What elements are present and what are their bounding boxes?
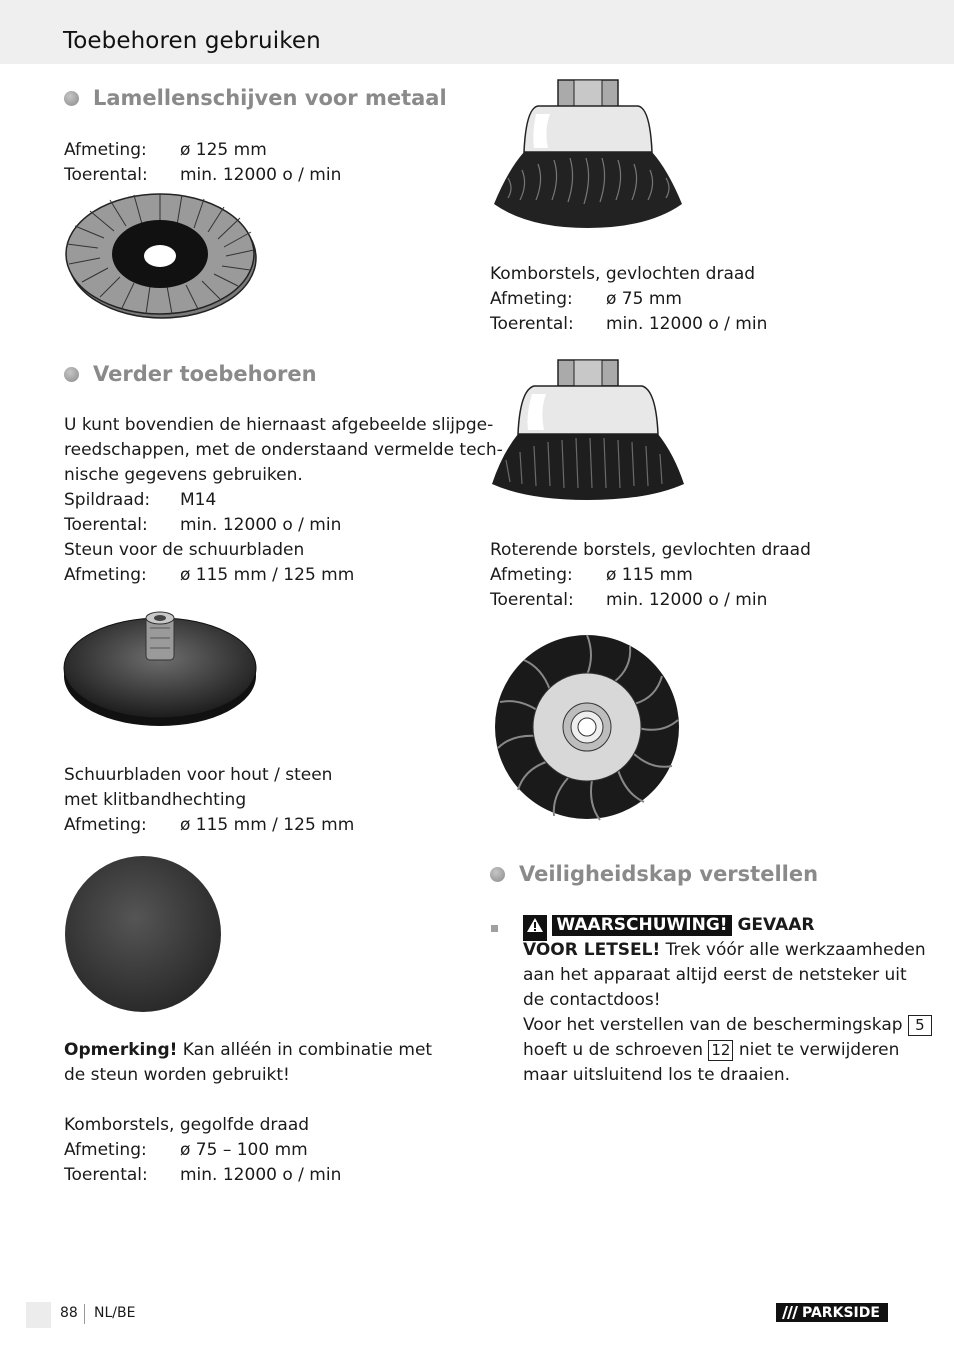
spec-label: Toerental: (64, 515, 148, 535)
section-title: Veiligheidskap verstellen (519, 862, 819, 886)
support-heading: Steun voor de schuurbladen (64, 540, 305, 560)
spec-label: Afmeting: (490, 565, 573, 585)
spec-label: Afmeting: (64, 565, 147, 585)
intro-line: U kunt bovendien de hiernaast afgebeelde slijpge- (64, 415, 494, 435)
ref-guard-number: 5 (908, 1015, 932, 1036)
brand-stripes-icon (776, 1303, 802, 1322)
intro-line: reedschappen, met de onderstaand vermelde tech- (64, 440, 503, 460)
spec-value: ø 115 mm / 125 mm (180, 815, 355, 835)
warning-rest: GEVAAR (731, 915, 815, 935)
spec-label: Afmeting: (64, 140, 147, 160)
cup-braided-heading: Komborstels, gevlochten draad (490, 264, 756, 284)
warning-line-1 (523, 913, 814, 941)
speed-row (64, 513, 341, 538)
wheel-size-row (490, 563, 693, 588)
spec-value: ø 75 mm (606, 289, 682, 309)
footer-locale: NL/BE (94, 1305, 136, 1321)
spec-value: min. 12000 o / min (180, 165, 342, 185)
warning-line-3: aan het apparaat altijd eerst de netsteker uit (523, 965, 907, 985)
section-title: Verder toebehoren (93, 362, 317, 386)
sanding-size-row (64, 813, 354, 838)
flap-disc-illustration (62, 184, 262, 324)
crimped-cup-brush-illustration (488, 78, 688, 238)
sanding-heading-line-2: met klitbandhechting (64, 790, 247, 810)
flap-size-row (64, 138, 267, 163)
spec-label: Toerental: (490, 314, 574, 334)
sanding-heading-line-1: Schuurbladen voor hout / steen (64, 765, 333, 785)
spec-value: ø 115 mm (606, 565, 693, 585)
spec-label: Afmeting: (490, 289, 573, 309)
spec-label: Afmeting: (64, 1140, 147, 1160)
spec-label: Afmeting: (64, 815, 147, 835)
crimped-heading: Komborstels, gegolfde draad (64, 1115, 310, 1135)
section-title: Lamellenschijven voor metaal (93, 86, 447, 110)
spec-label: Spildraad: (64, 490, 151, 510)
spec-label: Toerental: (64, 1165, 148, 1185)
wheel-heading: Roterende borstels, gevlochten draad (490, 540, 811, 560)
note-line-2: de steun worden gebruikt! (64, 1065, 290, 1085)
footer-divider (84, 1304, 85, 1324)
bullet-dot-icon (64, 367, 79, 382)
spec-value: ø 115 mm / 125 mm (180, 565, 355, 585)
backing-pad-illustration (62, 604, 262, 734)
note-bold: Opmerking! (64, 1040, 178, 1060)
adjust-line-2 (523, 1038, 899, 1063)
page-title: Toebehoren gebruiken (63, 28, 321, 54)
brand-name: PARKSIDE (802, 1304, 880, 1321)
square-bullet-icon (491, 925, 498, 932)
footer-marker (26, 1302, 51, 1328)
page-number: 88 (60, 1305, 78, 1321)
bullet-dot-icon (490, 867, 505, 882)
note-text: Kan alléén in combinatie met (177, 1040, 433, 1060)
bullet-dot-icon (64, 91, 79, 106)
adjust-text: hoeft u de schroeven (523, 1040, 703, 1060)
adjust-text: Voor het verstellen van de beschermingskap (523, 1015, 903, 1035)
section-flap-discs-heading (64, 86, 447, 110)
spec-value: min. 12000 o / min (606, 314, 768, 334)
spec-label: Toerental: (490, 590, 574, 610)
warning-line-4: de contactdoos! (523, 990, 661, 1010)
note-line-1 (64, 1038, 432, 1063)
crimped-speed-row (64, 1163, 341, 1188)
crimped-size-row (64, 1138, 308, 1163)
warning-text: Trek vóór alle werkzaamheden (660, 940, 926, 960)
wire-wheel-illustration (490, 630, 686, 826)
cup-braided-size-row (490, 287, 682, 312)
spindle-row (64, 488, 216, 513)
brand-logo (776, 1303, 888, 1322)
intro-line: nische gegevens gebruiken. (64, 465, 303, 485)
braided-cup-brush-illustration (488, 358, 688, 508)
spec-label: Toerental: (64, 165, 148, 185)
spec-value: min. 12000 o / min (180, 515, 342, 535)
spec-value: M14 (180, 490, 217, 510)
spec-value: ø 125 mm (180, 140, 267, 160)
sanding-disc-illustration (64, 854, 224, 1014)
warning-line-2 (523, 938, 926, 963)
section-other-heading (64, 362, 317, 386)
spec-value: ø 75 – 100 mm (180, 1140, 308, 1160)
adjust-line-4: maar uitsluitend los te draaien. (523, 1065, 791, 1085)
spec-value: min. 12000 o / min (606, 590, 768, 610)
warning-bold: VOOR LETSEL! (523, 940, 661, 960)
section-guard-heading (490, 862, 818, 886)
wheel-speed-row (490, 588, 767, 613)
cup-braided-speed-row (490, 312, 767, 337)
spec-value: min. 12000 o / min (180, 1165, 342, 1185)
ref-screws-number: 12 (708, 1040, 733, 1061)
support-size-row (64, 563, 354, 588)
adjust-text: niet te verwijderen (733, 1040, 900, 1060)
adjust-line-1 (523, 1013, 932, 1038)
warning-badge: WAARSCHUWING! (552, 915, 731, 936)
